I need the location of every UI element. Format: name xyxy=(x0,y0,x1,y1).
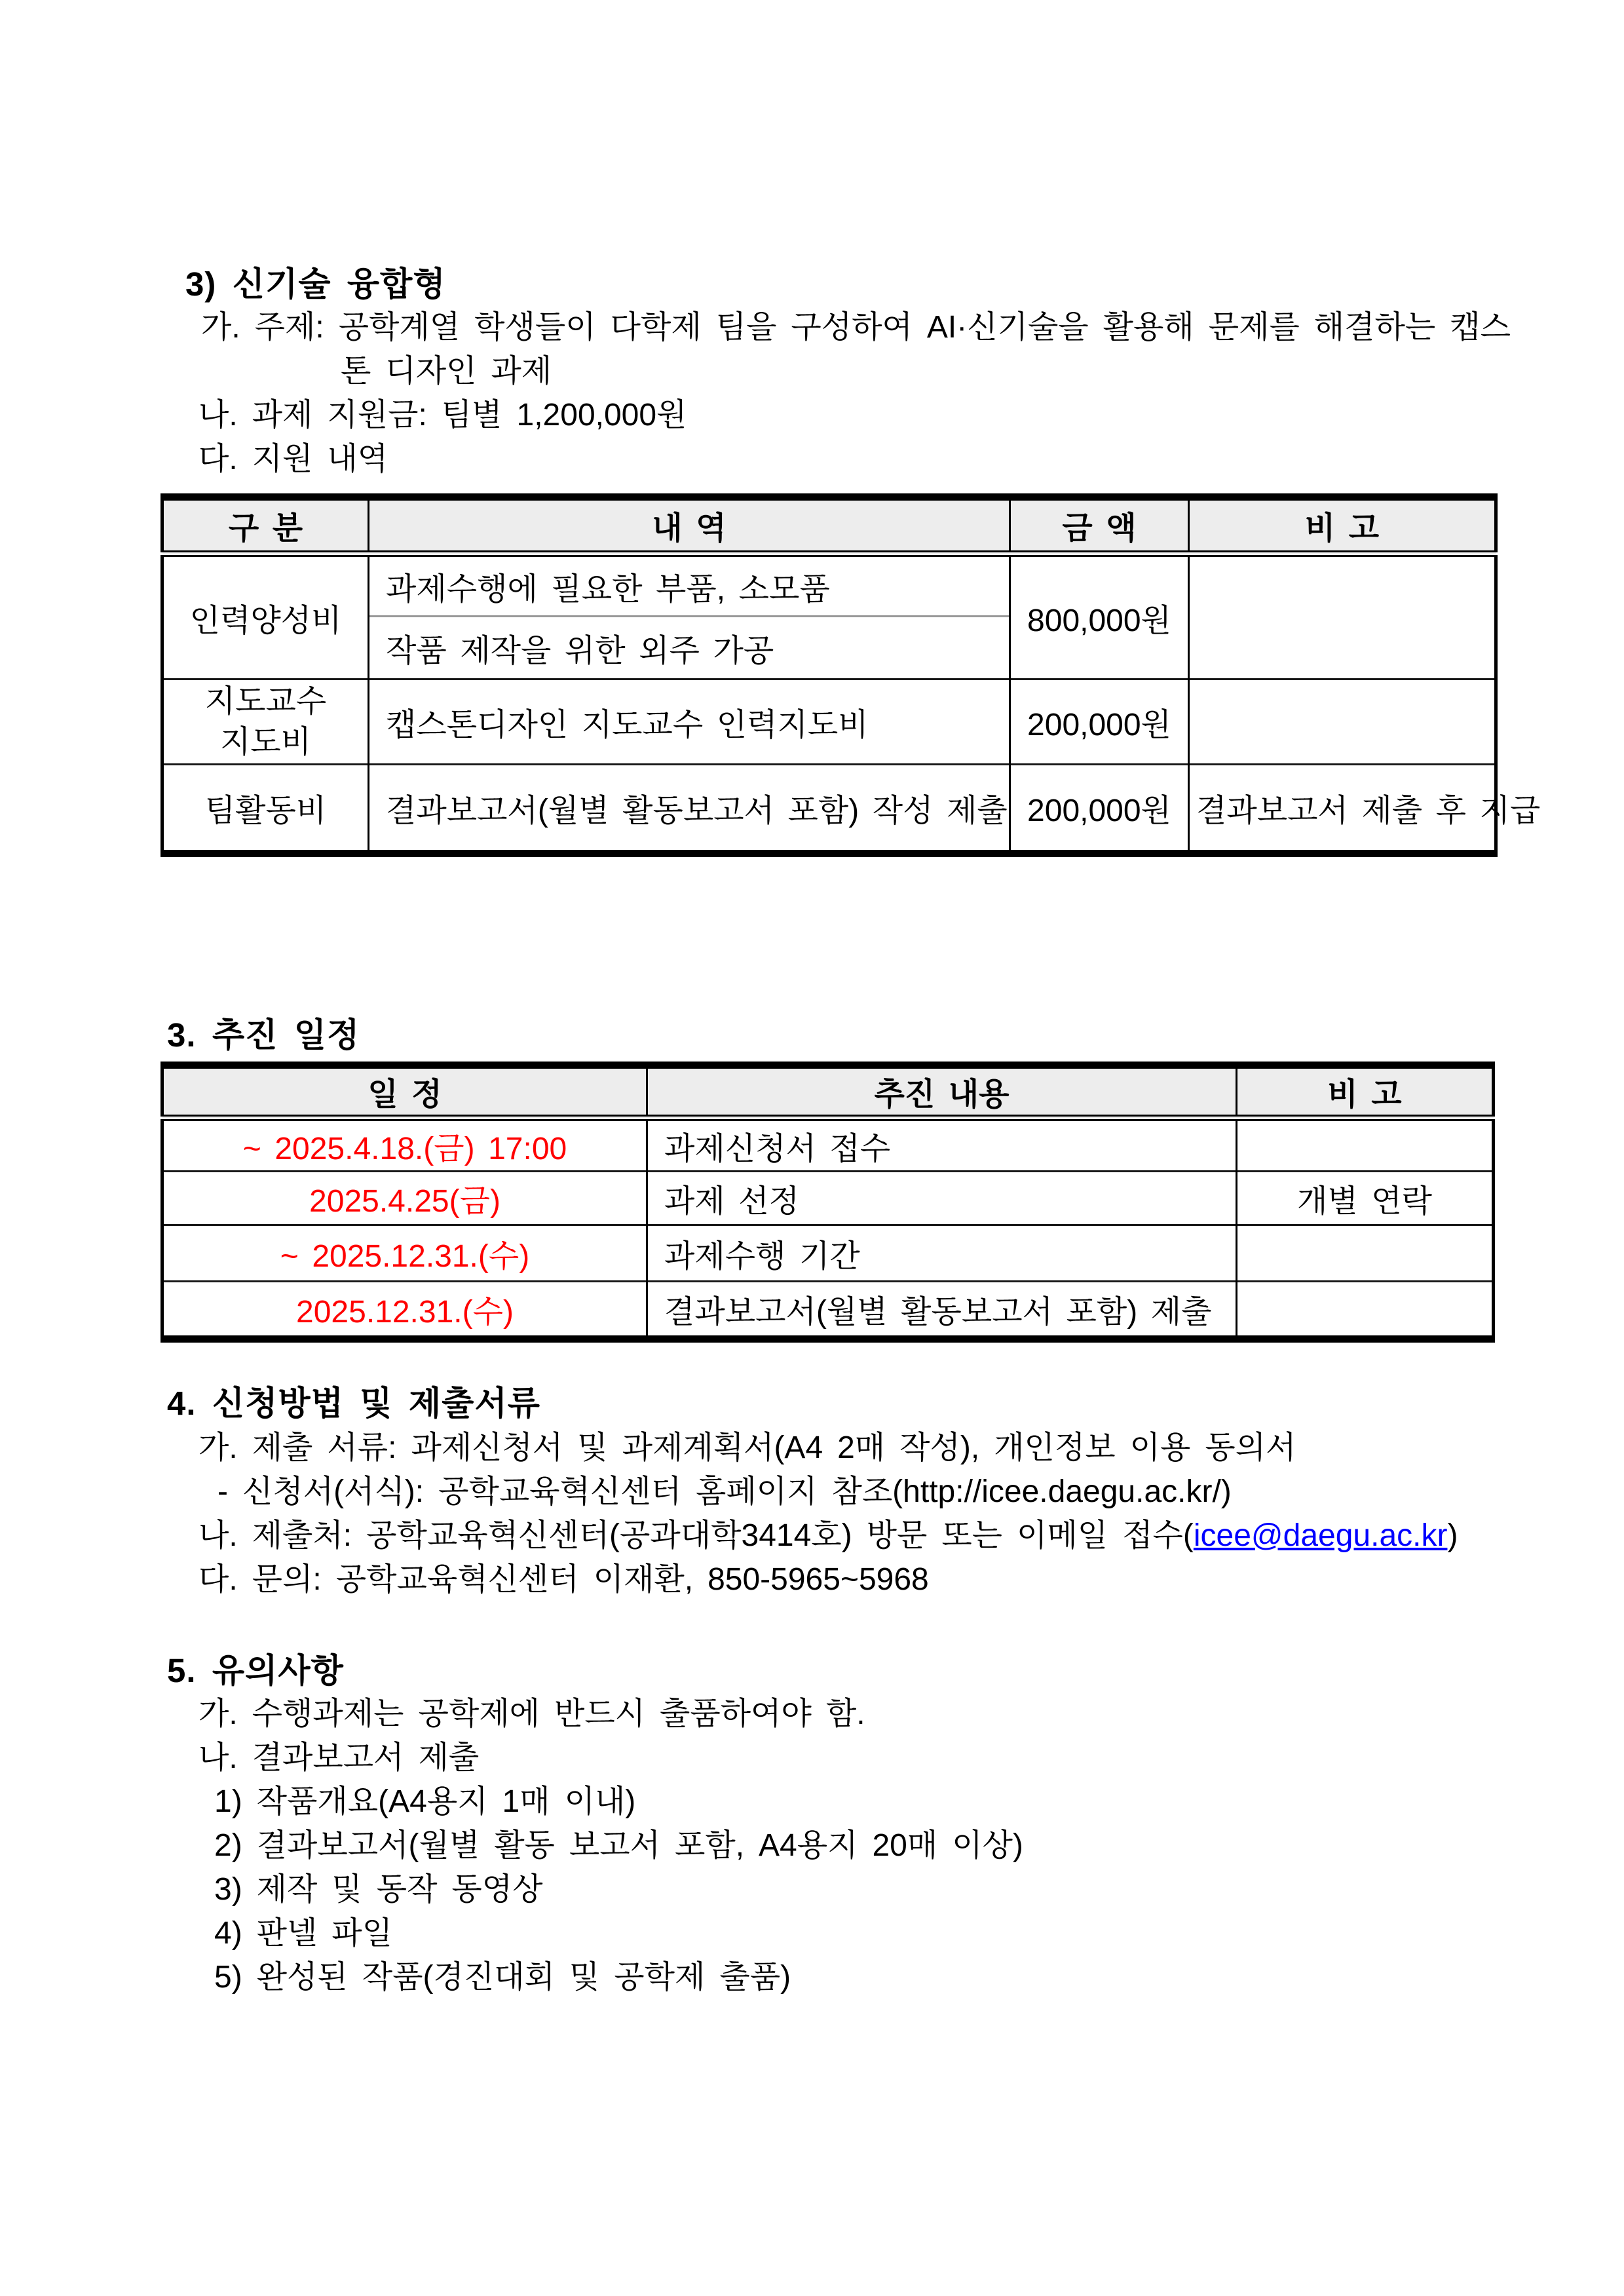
newtech-topic-line2: 톤 디자인 과제 xyxy=(341,354,552,389)
schedule-date-cell: ~ 2025.12.31.(수) xyxy=(162,1225,647,1282)
email-link[interactable]: icee@daegu.ac.kr xyxy=(1193,1518,1448,1553)
schedule-content-cell: 과제수행 기간 xyxy=(647,1225,1237,1282)
support-header-note: 비 고 xyxy=(1189,497,1496,554)
notes-section-heading: 5. 유의사항 xyxy=(167,1652,344,1689)
support-header-amount: 금 액 xyxy=(1010,497,1189,554)
table-row xyxy=(162,679,1496,765)
schedule-section-heading: 3. 추진 일정 xyxy=(167,1016,360,1054)
notes-item-na: 나. 결과보고서 제출 xyxy=(198,1740,480,1775)
advisor-category-line1: 지도교수 xyxy=(204,683,327,719)
team-detail-cell: 결과보고서(월별 활동보고서 포함) 작성 제출 xyxy=(369,765,1010,854)
newtech-grant-line: 나. 과제 지원금: 팀별 1,200,000원 xyxy=(198,398,687,432)
manpower-note-cell-empty xyxy=(1189,554,1496,679)
team-category-cell: 팀활동비 xyxy=(162,765,369,854)
support-table xyxy=(161,493,1541,857)
apply-documents-line: 가. 제출 서류: 과제신청서 및 과제계획서(A4 2매 작성), 개인정보 이용 동의서 xyxy=(198,1430,1296,1465)
advisor-category-line2: 지도비 xyxy=(219,724,312,759)
notes-subitem-4: 4) 판넬 파일 xyxy=(214,1916,393,1951)
schedule-content-cell: 과제신청서 접수 xyxy=(647,1118,1237,1172)
newtech-topic-line1: 가. 주제: 공학계열 학생들이 다학제 팀을 구성하여 AI·신기술을 활용해 문제를 해결하는 캡스 xyxy=(201,310,1511,345)
newtech-section-heading: 3) 신기술 융합형 xyxy=(185,265,446,303)
support-header-category: 구 분 xyxy=(162,497,369,554)
advisor-note-cell-empty xyxy=(1189,679,1496,765)
schedule-date-cell: 2025.12.31.(수) xyxy=(162,1282,647,1339)
apply-submit-prefix: 나. 제출처: 공학교육혁신센터(공과대학3414호) 방문 또는 이메일 접수( xyxy=(198,1518,1194,1553)
schedule-content-cell: 과제 선정 xyxy=(647,1172,1237,1225)
manpower-category-cell: 인력양성비 xyxy=(162,554,369,679)
notes-subitem-2: 2) 결과보고서(월별 활동 보고서 포함, A4용지 20매 이상) xyxy=(214,1828,1023,1863)
schedule-date-cell: ~ 2025.4.18.(금) 17:00 xyxy=(162,1118,647,1172)
notes-subitem-1: 1) 작품개요(A4용지 1매 이내) xyxy=(214,1784,636,1819)
notes-item-ga: 가. 수행과제는 공학제에 반드시 출품하여야 함. xyxy=(198,1696,865,1731)
team-note-cell: 결과보고서 제출 후 지급 xyxy=(1189,765,1496,854)
schedule-row xyxy=(162,1282,1494,1339)
apply-submit-suffix: ) xyxy=(1447,1518,1458,1553)
manpower-amount-cell: 800,000원 xyxy=(1010,554,1189,679)
schedule-note-cell: 개별 연락 xyxy=(1237,1172,1494,1225)
team-amount-cell: 200,000원 xyxy=(1010,765,1189,854)
schedule-table xyxy=(161,1062,1495,1343)
apply-section-heading: 4. 신청방법 및 제출서류 xyxy=(167,1385,540,1422)
advisor-category-cell xyxy=(162,679,369,765)
advisor-amount-cell: 200,000원 xyxy=(1010,679,1189,765)
notes-subitem-3: 3) 제작 및 동작 동영상 xyxy=(214,1872,543,1907)
table-row xyxy=(162,554,1496,617)
schedule-date-cell: 2025.4.25(금) xyxy=(162,1172,647,1225)
support-table-header-row xyxy=(162,497,1496,554)
apply-contact-line: 다. 문의: 공학교육혁신센터 이재환, 850-5965~5968 xyxy=(198,1562,929,1597)
schedule-row xyxy=(162,1118,1494,1172)
schedule-note-cell-empty xyxy=(1237,1282,1494,1339)
manpower-detail-outsourcing-cell: 작품 제작을 위한 외주 가공 xyxy=(369,617,1010,679)
apply-submit-line xyxy=(198,1516,1458,1556)
manpower-detail-parts-cell: 과제수행에 필요한 부품, 소모품 xyxy=(369,554,1010,617)
table-row xyxy=(162,765,1496,854)
advisor-detail-cell: 캡스톤디자인 지도교수 인력지도비 xyxy=(369,679,1010,765)
schedule-table-header-row xyxy=(162,1065,1494,1118)
schedule-row xyxy=(162,1172,1494,1225)
schedule-header-note: 비 고 xyxy=(1237,1065,1494,1118)
support-header-detail: 내 역 xyxy=(369,497,1010,554)
schedule-header-content: 추진 내용 xyxy=(647,1065,1237,1118)
newtech-support-label: 다. 지원 내역 xyxy=(198,442,388,476)
notes-subitem-5: 5) 완성된 작품(경진대회 및 공학제 출품) xyxy=(214,1960,791,1995)
schedule-row xyxy=(162,1225,1494,1282)
apply-form-line: - 신청서(서식): 공학교육혁신센터 홈페이지 참조(http://icee.daegu.ac.kr/) xyxy=(217,1474,1232,1509)
schedule-note-cell-empty xyxy=(1237,1118,1494,1172)
schedule-content-cell: 결과보고서(월별 활동보고서 포함) 제출 xyxy=(647,1282,1237,1339)
schedule-header-date: 일 정 xyxy=(162,1065,647,1118)
schedule-note-cell-empty xyxy=(1237,1225,1494,1282)
